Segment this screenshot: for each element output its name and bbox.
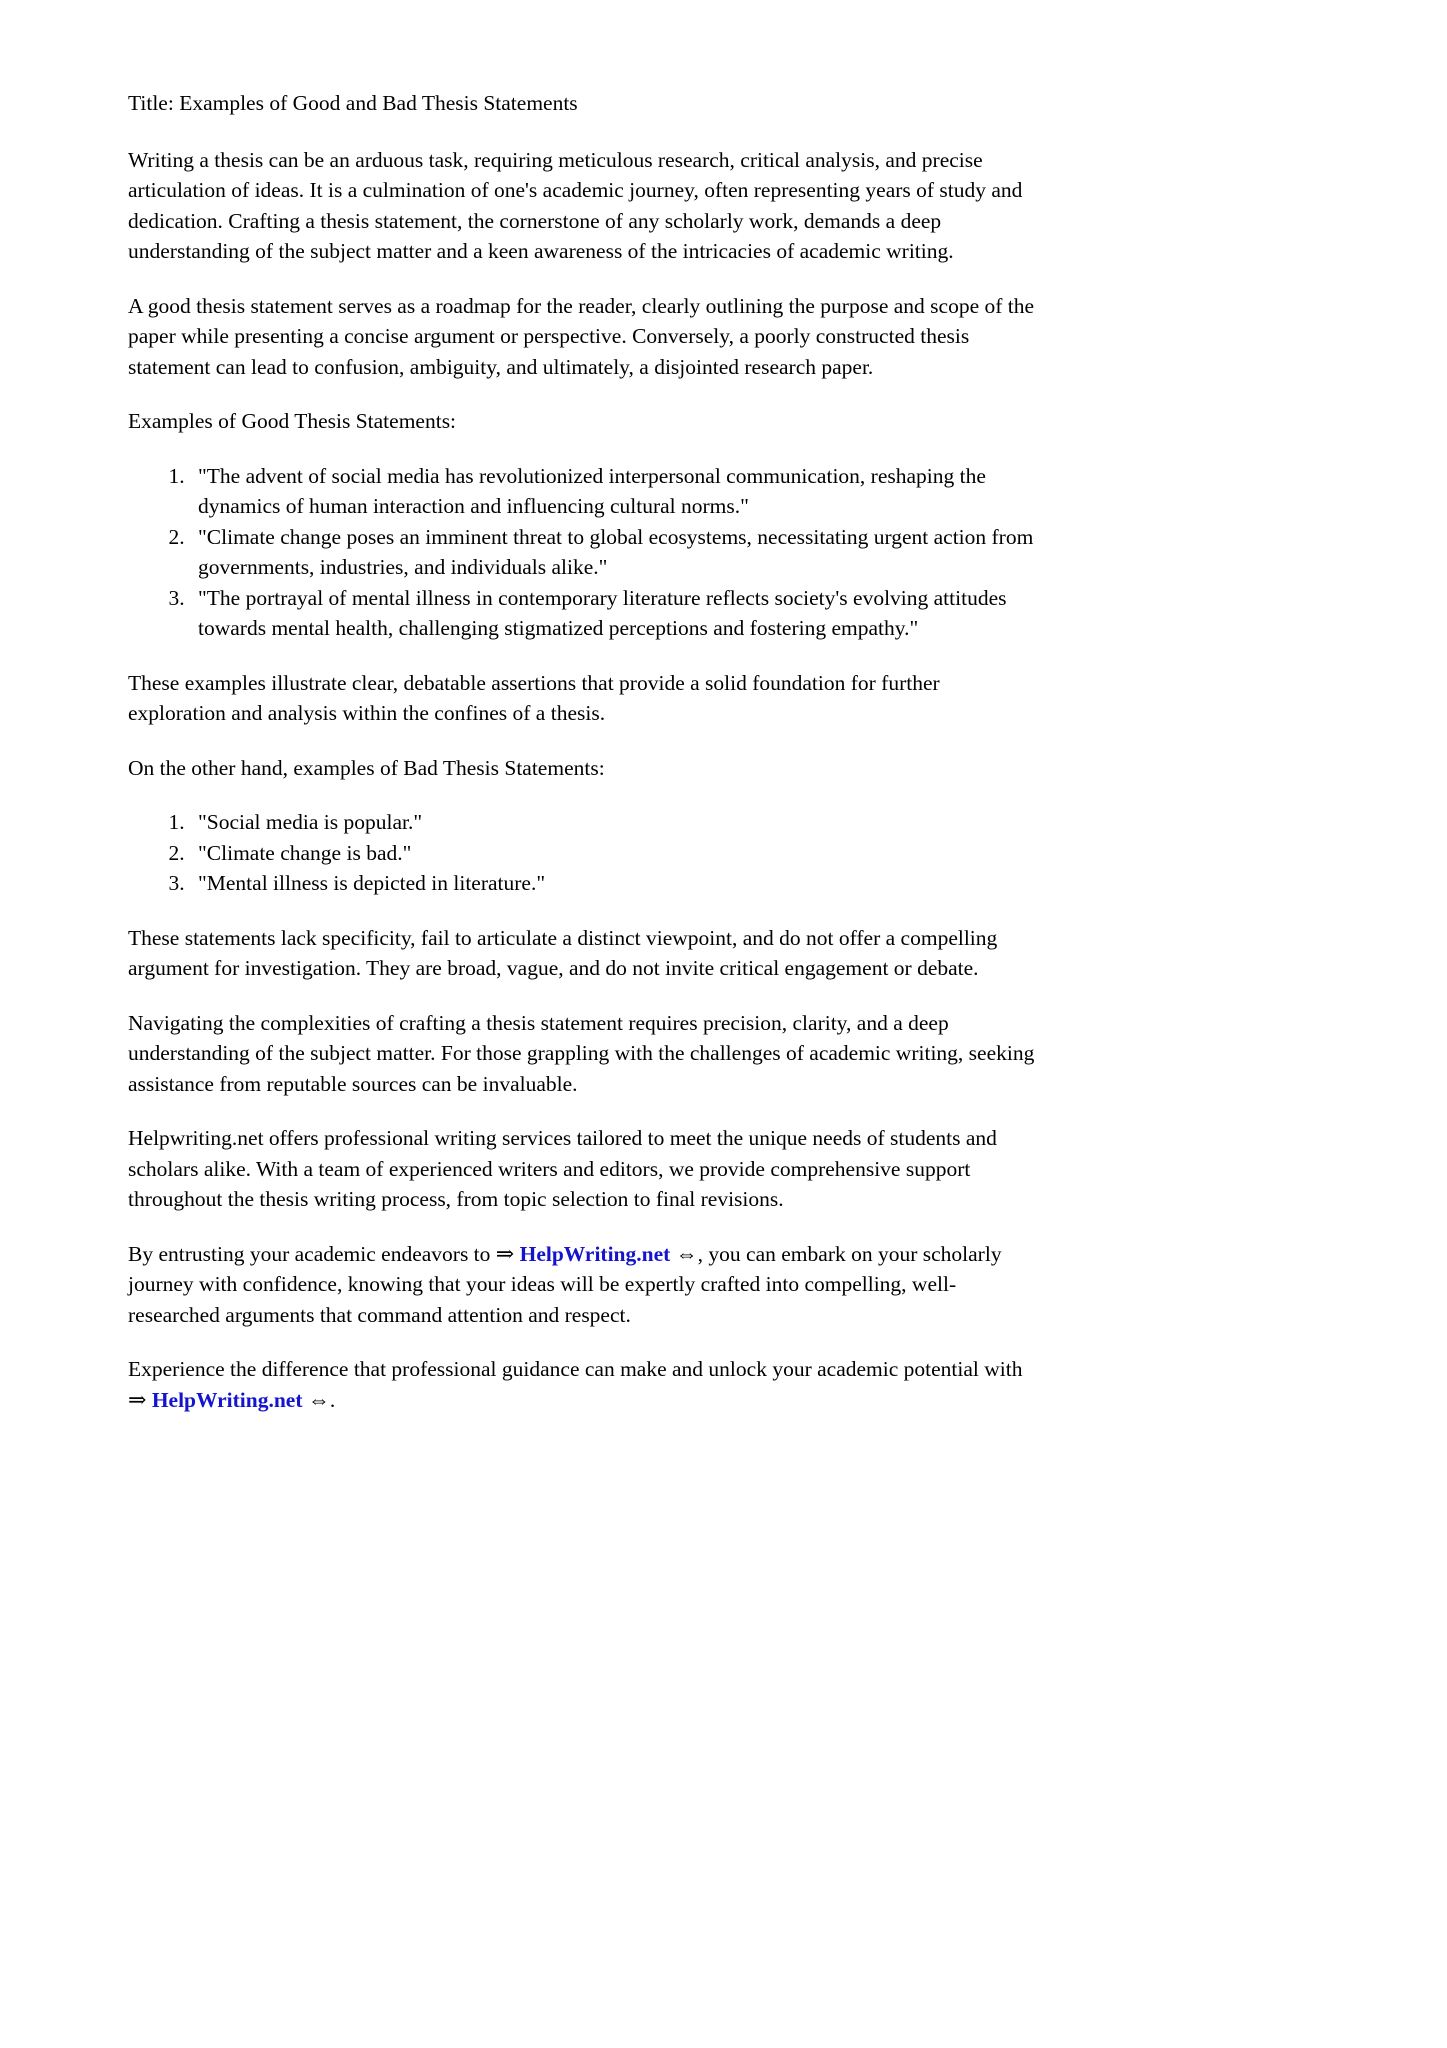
list-item: 3. "Mental illness is depicted in literature." (190, 868, 1040, 899)
paragraph-entrust (128, 1239, 1040, 1331)
list-item: 3. "The portrayal of mental illness in contemporary literature reflects society's evolving attitudes towards mental health, challenging stigmatized perceptions and fostering empathy." (190, 583, 1040, 644)
paragraph-services: Helpwriting.net offers professional writing services tailored to meet the unique needs of students and scholars alike. With a team of experienced writers and editors, we provide comprehensive support throughout the thesis writing process, from topic selection to final revisions. (128, 1126, 997, 1211)
helpwriting-link[interactable]: HelpWriting.net (519, 1241, 671, 1266)
document-body (128, 88, 1040, 1415)
heading-good-thesis: Examples of Good Thesis Statements: (128, 409, 457, 433)
left-right-arrow-icon: ⇔ (307, 1386, 330, 1412)
entrust-text-prefix: By entrusting your academic endeavors to (128, 1241, 496, 1266)
left-right-arrow-icon: ⇔ (675, 1240, 698, 1266)
paragraph-experience (128, 1354, 1040, 1415)
paragraph-roadmap: A good thesis statement serves as a roadmap for the reader, clearly outlining the purpose and scope of the paper while presenting a concise argument or perspective. Conversely, a poorly constructed thesis statement can lead to confusion, ambiguity, and ultimately, a disjointed research paper. (128, 293, 1035, 379)
paragraph-navigating: Navigating the complexities of crafting a thesis statement requires precision, clarity, and a deep understanding of the subject matter. For those grappling with the challenges of academic writing, seeking assistance from reputable sources can be invaluable. (128, 1010, 1035, 1096)
helpwriting-link-group-2[interactable] (128, 1388, 330, 1412)
experience-text-prefix: Experience the difference that professional guidance can make and unlock your academic potential with (128, 1357, 1023, 1381)
list-item: 2. "Climate change is bad." (190, 838, 1040, 869)
double-right-arrow-icon: ⇒ (495, 1240, 515, 1266)
paragraph-bad-followup: These statements lack specificity, fail to articulate a distinct viewpoint, and do not offer a compelling argument for investigation. They are broad, vague, and do not invite critical engagement or debate. (128, 925, 998, 980)
document-title-line: Title: Examples of Good and Bad Thesis Statements (128, 91, 578, 115)
list-item: 2. "Climate change poses an imminent threat to global ecosystems, necessitating urgent action from governments, industries, and individuals alike." (190, 522, 1040, 583)
paragraph-good-followup: These examples illustrate clear, debatable assertions that provide a solid foundation for further exploration and analysis within the confines of a thesis. (128, 670, 940, 725)
list-item: 1. "Social media is popular." (190, 807, 1040, 838)
heading-bad-thesis: On the other hand, examples of Bad Thesis Statements: (128, 755, 605, 780)
entrust-text-suffix: , you can embark on your scholarly journey with confidence, knowing that your ideas will be expertly crafted into compelling, well-researched arguments that command attention and respect. (128, 1241, 1002, 1327)
paragraph-intro: Writing a thesis can be an arduous task, requiring meticulous research, critical analysis, and precise articulation of ideas. It is a culmination of one's academic journey, often representing years of study and dedication. Crafting a thesis statement, the cornerstone of any scholarly work, demands a deep understanding of the subject matter and a keen awareness of the intricacies of academic writing. (128, 147, 1023, 263)
helpwriting-link[interactable]: HelpWriting.net (151, 1387, 303, 1412)
bad-thesis-list (128, 807, 1040, 899)
good-thesis-list (128, 461, 1040, 644)
list-item: 1. "The advent of social media has revolutionized interpersonal communication, reshaping the dynamics of human interaction and influencing cultural norms." (190, 461, 1040, 522)
double-right-arrow-icon: ⇒ (128, 1386, 147, 1412)
helpwriting-link-group-1[interactable] (496, 1242, 698, 1266)
experience-text-suffix: . (329, 1387, 336, 1412)
